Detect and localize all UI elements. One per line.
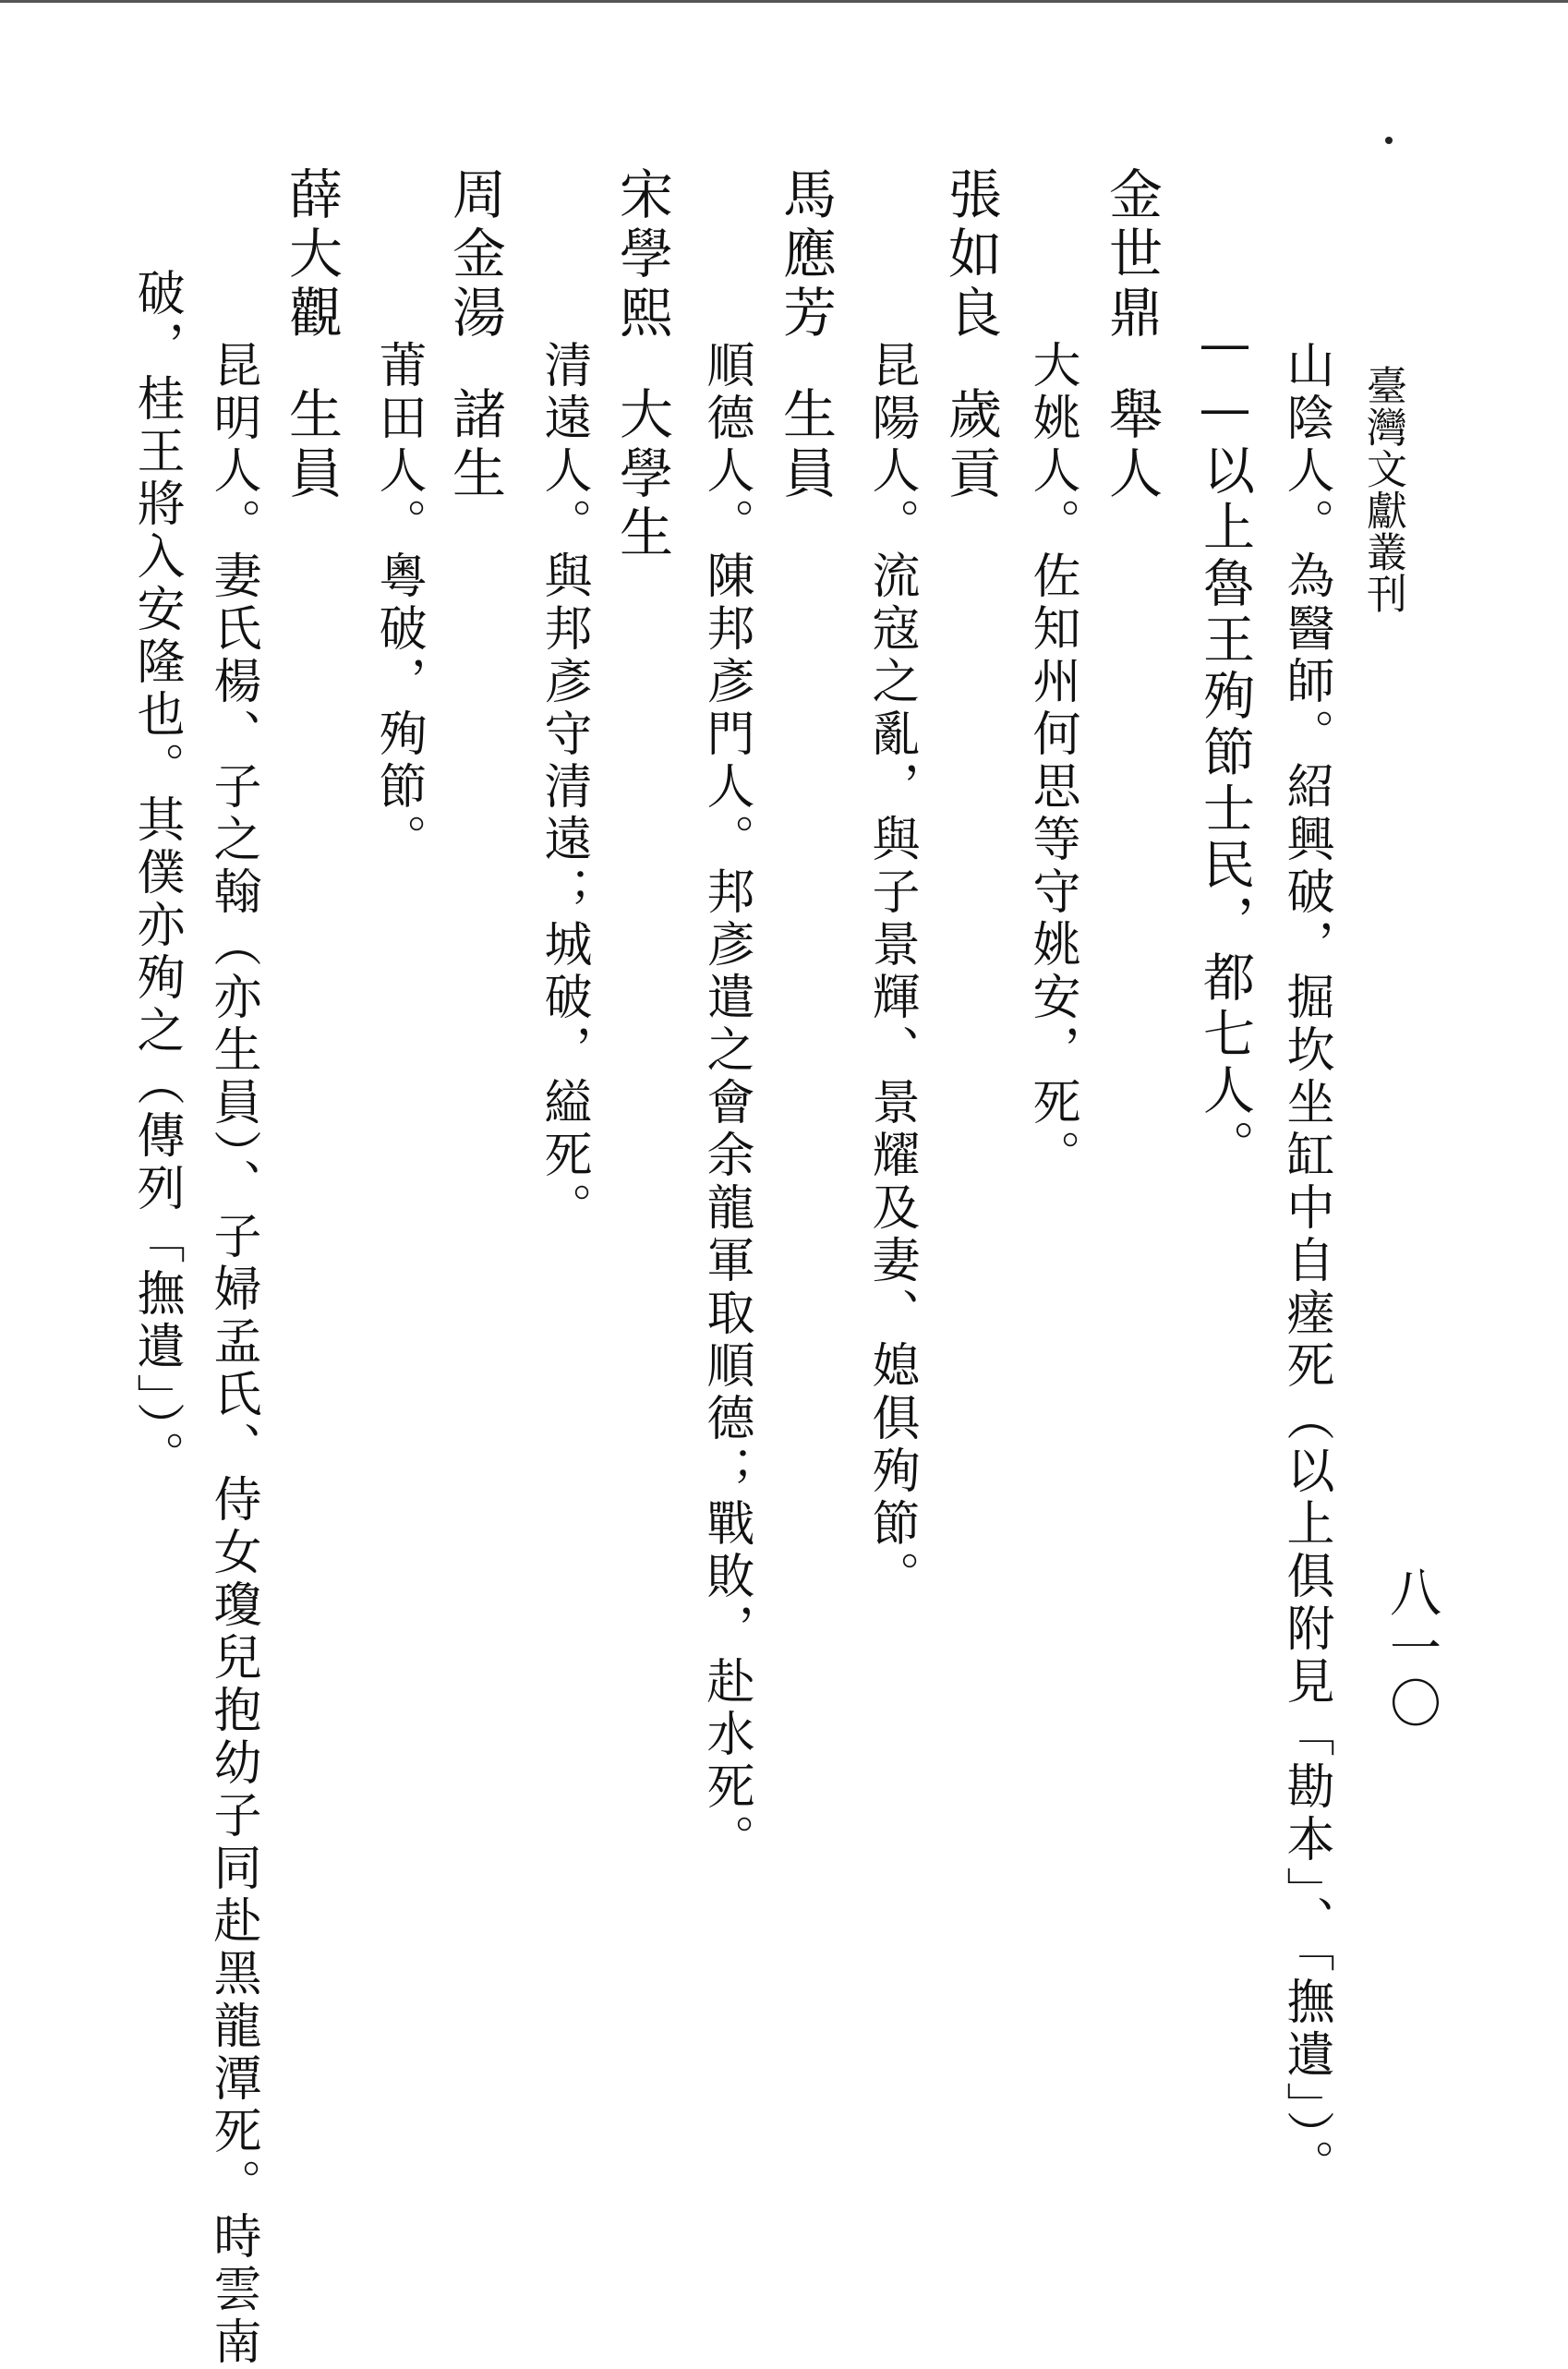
ink-speck [1385, 137, 1393, 144]
entry-heading [280, 166, 343, 504]
entry-heading [443, 166, 506, 504]
entry-heading [939, 166, 1002, 504]
entry-name: 金世鼎 [1100, 166, 1163, 344]
entry-name: 薛大觀 [280, 166, 343, 344]
entry-text: 大姚人。佐知州何思等守姚安，死。 [1024, 340, 1080, 1182]
entry-text: 莆田人。粵破，殉節。 [370, 340, 426, 866]
entry-name: 馬應芳 [774, 166, 837, 344]
entry-text: 昆陽人。流寇之亂，與子景輝、景耀及妻、媳俱殉節。 [863, 340, 919, 1603]
entry-text-line: 破，桂王將入安隆也。其僕亦殉之（傳列「撫遺」）。 [128, 268, 184, 1483]
entry-rank: 大學生 [610, 386, 673, 563]
entry-rank: 生員 [774, 386, 837, 504]
page-top-border [0, 0, 1568, 3]
entry-rank: 舉人 [1100, 386, 1163, 504]
page-number: 八一〇 [1381, 1565, 1441, 1732]
entry-text: 清遠人。與邦彥守清遠；城破，縊死。 [536, 340, 591, 1235]
entry-heading [610, 166, 673, 563]
entry-rank: 生員 [280, 386, 343, 504]
entry-heading [774, 166, 837, 504]
entry-text: 順德人。陳邦彥門人。邦彥遣之會余龍軍取順德；戰敗，赴水死。 [698, 340, 754, 1867]
entry-rank: 歲貢 [939, 386, 1002, 504]
running-title: 臺灣文獻叢刊 [1359, 365, 1406, 614]
intro-paragraph: 山陰人。為醫師。紹興破，掘坎坐缸中自瘗死（以上俱附見「勘本」、「撫遺」）。 [1278, 340, 1333, 2192]
entry-name: 宋學熙 [610, 166, 673, 344]
entry-name: 周金湯 [443, 166, 506, 344]
entry-text-line: 昆明人。妻氏楊、子之翰（亦生員）、子婦孟氏、侍女瓊兒抱幼子同赴黑龍潭死。時雲南 [205, 340, 260, 2369]
entry-name: 張如良 [939, 166, 1002, 344]
entry-rank: 諸生 [443, 386, 506, 504]
summary-line: ——以上魯王殉節士民，都七人。 [1195, 314, 1255, 1176]
entry-heading [1100, 166, 1163, 504]
